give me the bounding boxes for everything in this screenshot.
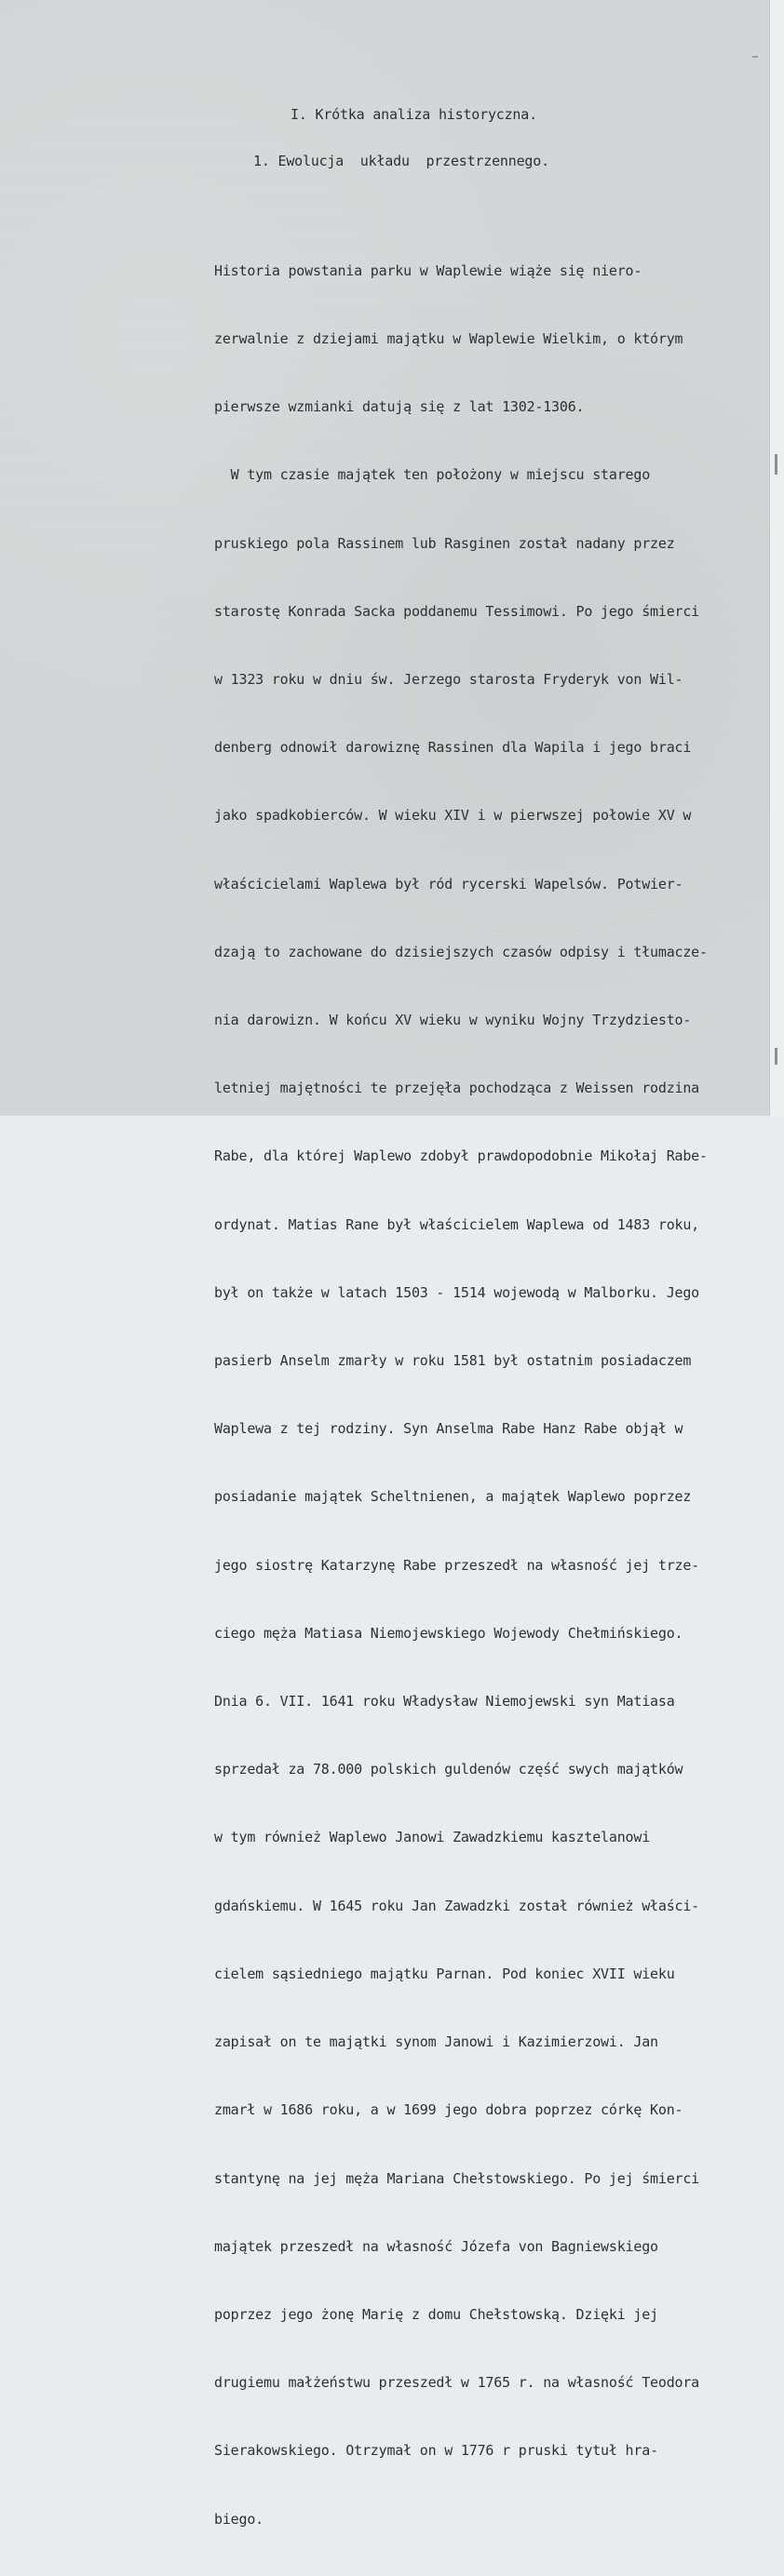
page-heading: I. Krótka analiza historyczna. [291,106,537,123]
text-line: był on także w latach 1503 - 1514 wojewodą w Malborku. Jego [214,1283,700,1301]
text-line: majątek przeszedł na własność Józefa von Bagniewskiego [214,2237,658,2255]
section-heading: 1. Ewolucja układu przestrzennego. [253,153,549,169]
text-line: ordynat. Matias Rane był właścicielem Waplewa od 1483 roku, [214,1215,700,1233]
text-line: Rabe, dla której Waplewo zdobył prawdopodobnie Mikołaj Rabe- [214,1147,708,1165]
text-line: W tym czasie majątek ten położony w miejscu starego [214,466,651,484]
text-line: starostę Konrada Sacka poddanemu Tessimowi. Po jego śmierci [214,602,700,620]
text-line: jego siostrę Katarzynę Rabe przeszedł na własność jej trze- [214,1556,700,1574]
text-line: stantynę na jej męża Mariana Chełstowskiego. Po jej śmierci [214,2169,700,2187]
text-line: jako spadkobierców. W wieku XIV i w pierwszej połowie XV w [214,807,692,825]
text-line: Waplewa z tej rodziny. Syn Anselma Rabe Hanz Rabe objął w [214,1420,683,1438]
text-line: dzają to zachowane do dzisiejszych czasów odpisy i tłumacze- [214,943,708,960]
text-line: biego. [214,2510,264,2528]
text-line: Sierakowskiego. Otrzymał on w 1776 r pruski tytuł hra- [214,2442,658,2460]
body-paragraph [214,214,708,2576]
text-line: posiadanie majątek Scheltnienen, a majątek Waplewo poprzez [214,1488,692,1506]
text-line: zapisał on te majątki synom Janowi i Kazimierzowi. Jan [214,2033,658,2051]
text-line: nia darowizn. W końcu XV wieku w wyniku Wojny Trzydziesto- [214,1012,692,1029]
edge-mark [775,1048,777,1065]
text-line: denberg odnowił darowiznę Rassinen dla Wapila i jego braci [214,739,692,757]
paper-speck [752,56,758,58]
text-line: zerwalnie z dziejami majątku w Waplewie Wielkim, o którym [214,330,683,348]
page-edge [769,0,784,1116]
text-line: w tym również Waplewo Janowi Zawadzkiemu kasztelanowi [214,1829,651,1846]
text-line: poprzez jego żonę Marię z domu Chełstowską. Dzięki jej [214,2305,658,2323]
edge-mark [775,454,777,475]
text-line: sprzedał za 78.000 polskich guldenów część swych majątków [214,1761,683,1778]
text-line: gdańskiemu. W 1645 roku Jan Zawadzki został również właści- [214,1897,700,1914]
text-line: Historia powstania parku w Waplewie wiąże się niero- [214,262,642,279]
text-line: drugiemu małżeństwu przeszedł w 1765 r. na własność Teodora [214,2374,700,2392]
text-line: pierwsze wzmianki datują się z lat 1302-1306. [214,398,585,416]
text-line: cielem sąsiedniego majątku Parnan. Pod koniec XVII wieku [214,1965,675,1982]
text-line: ciego męża Matiasa Niemojewskiego Wojewody Chełmińskiego. [214,1624,683,1642]
text-line: pruskiego pola Rassinem lub Rasginen został nadany przez [214,534,675,552]
text-line: pasierb Anselm zmarły w roku 1581 był ostatnim posiadaczem [214,1352,692,1370]
text-line: Dnia 6. VII. 1641 roku Władysław Niemojewski syn Matiasa [214,1693,675,1711]
text-line: zmarł w 1686 roku, a w 1699 jego dobra poprzez córkę Kon- [214,2101,683,2119]
text-line: w 1323 roku w dniu św. Jerzego starosta Fryderyk von Wil- [214,671,683,689]
text-line: letniej majętności te przejęła pochodząca z Weissen rodzina [214,1080,700,1097]
text-line: właścicielami Waplewa był ród rycerski Wapelsów. Potwier- [214,875,683,892]
